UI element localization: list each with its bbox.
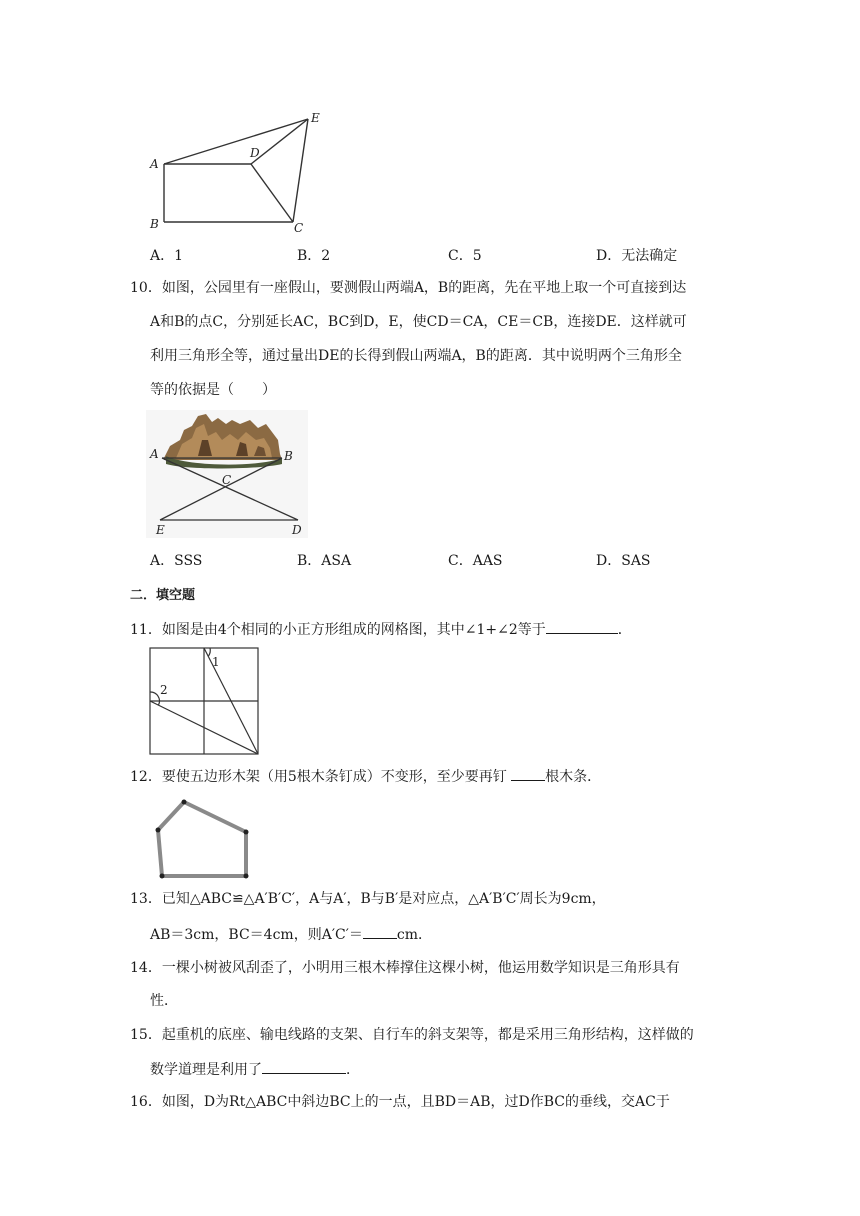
q16-line-1: 16．如图，D为Rt△ABC中斜边BC上的一点，且BD＝AB，过D作BC的垂线，交AC于 bbox=[130, 1094, 670, 1110]
q10-label-c: C bbox=[222, 473, 232, 487]
q9-label-a: A bbox=[150, 157, 159, 171]
q10-option-a: A．SSS bbox=[150, 553, 203, 569]
q10-line-4: 等的依据是（ ） bbox=[150, 382, 276, 398]
q9-option-a: A．1 bbox=[150, 248, 184, 264]
q9-label-c: C bbox=[294, 221, 304, 233]
q9-label-d: D bbox=[250, 146, 260, 160]
q15-line-2-pre: 数学道理是利用了 bbox=[150, 1062, 262, 1078]
q10-line-1 bbox=[130, 278, 686, 298]
q11-line bbox=[130, 618, 632, 640]
q15-line-1: 15．起重机的底座、输电线路的支架、自行车的斜支架等，都是采用三角形结构，这样做的 bbox=[130, 1027, 694, 1043]
q10-label-d: D bbox=[292, 523, 302, 537]
q11-grid-figure bbox=[148, 646, 262, 756]
q11-answer-blank[interactable] bbox=[546, 618, 618, 634]
q10-option-c: C．AAS bbox=[448, 553, 503, 569]
q9-option-b: B．2 bbox=[297, 248, 331, 264]
q10-number: 10． bbox=[130, 280, 162, 296]
q11-text: 11．如图是由4个相同的小正方形组成的网格图，其中∠1+∠2等于 bbox=[130, 622, 546, 638]
q10-option-d: D．SAS bbox=[596, 553, 651, 569]
q10-label-e: E bbox=[156, 523, 165, 537]
q10-label-b: B bbox=[284, 449, 293, 463]
q13-line-1: 13．已知△ABC≌△A′B′C′，A与A′，B与B′是对应点，△A′B′C′周长为9cm， bbox=[130, 891, 606, 907]
q11-end: ． bbox=[617, 622, 632, 638]
section-2-title: 二．填空题 bbox=[130, 588, 196, 603]
q9-option-d: D．无法确定 bbox=[596, 248, 678, 264]
q15-line-2-post: ． bbox=[346, 1062, 360, 1078]
q9-option-c: C．5 bbox=[448, 248, 482, 264]
q15-line-2 bbox=[150, 1058, 360, 1080]
q10-figure bbox=[146, 410, 308, 538]
q14-line-2: 性． bbox=[150, 993, 178, 1009]
q9-figure bbox=[140, 108, 340, 233]
q10-line-1-text: 如图，公园里有一座假山，要测假山两端A，B的距离，先在平地上取一个可直接到达 bbox=[161, 280, 687, 296]
q12-text: 12．要使五边形木架（用5根木条钉成）不变形，至少要再钉 bbox=[130, 769, 512, 785]
q12-pentagon-figure bbox=[148, 792, 258, 882]
q14-line-1: 14．一棵小树被风刮歪了，小明用三根木棒撑住这棵小树，他运用数学知识是三角形具有 bbox=[130, 960, 680, 976]
q13-line-2-post: cm． bbox=[396, 927, 433, 943]
q12-end: 根木条． bbox=[545, 769, 602, 785]
q13-answer-blank[interactable] bbox=[363, 923, 397, 939]
q11-angle-1-label: 1 bbox=[212, 655, 220, 669]
q10-line-2: A和B的点C，分别延长AC，BC到D，E，使CD＝CA，CE＝CB，连接DE．这样就可 bbox=[150, 314, 687, 330]
q12-line bbox=[130, 765, 601, 787]
q10-label-a: A bbox=[150, 447, 159, 461]
q10-line-3: 利用三角形全等，通过量出DE的长得到假山两端A，B的距离．其中说明两个三角形全 bbox=[150, 348, 682, 364]
q15-answer-blank[interactable] bbox=[262, 1058, 346, 1074]
q9-label-e: E bbox=[311, 111, 320, 125]
q11-angle-2-label: 2 bbox=[160, 683, 168, 697]
q12-answer-blank[interactable] bbox=[511, 765, 545, 781]
q13-line-2-pre: AB＝3cm，BC＝4cm，则A′C′＝ bbox=[150, 927, 363, 943]
q10-option-b: B．ASA bbox=[297, 553, 352, 569]
q13-line-2 bbox=[150, 923, 432, 945]
q9-label-b: B bbox=[150, 217, 159, 231]
